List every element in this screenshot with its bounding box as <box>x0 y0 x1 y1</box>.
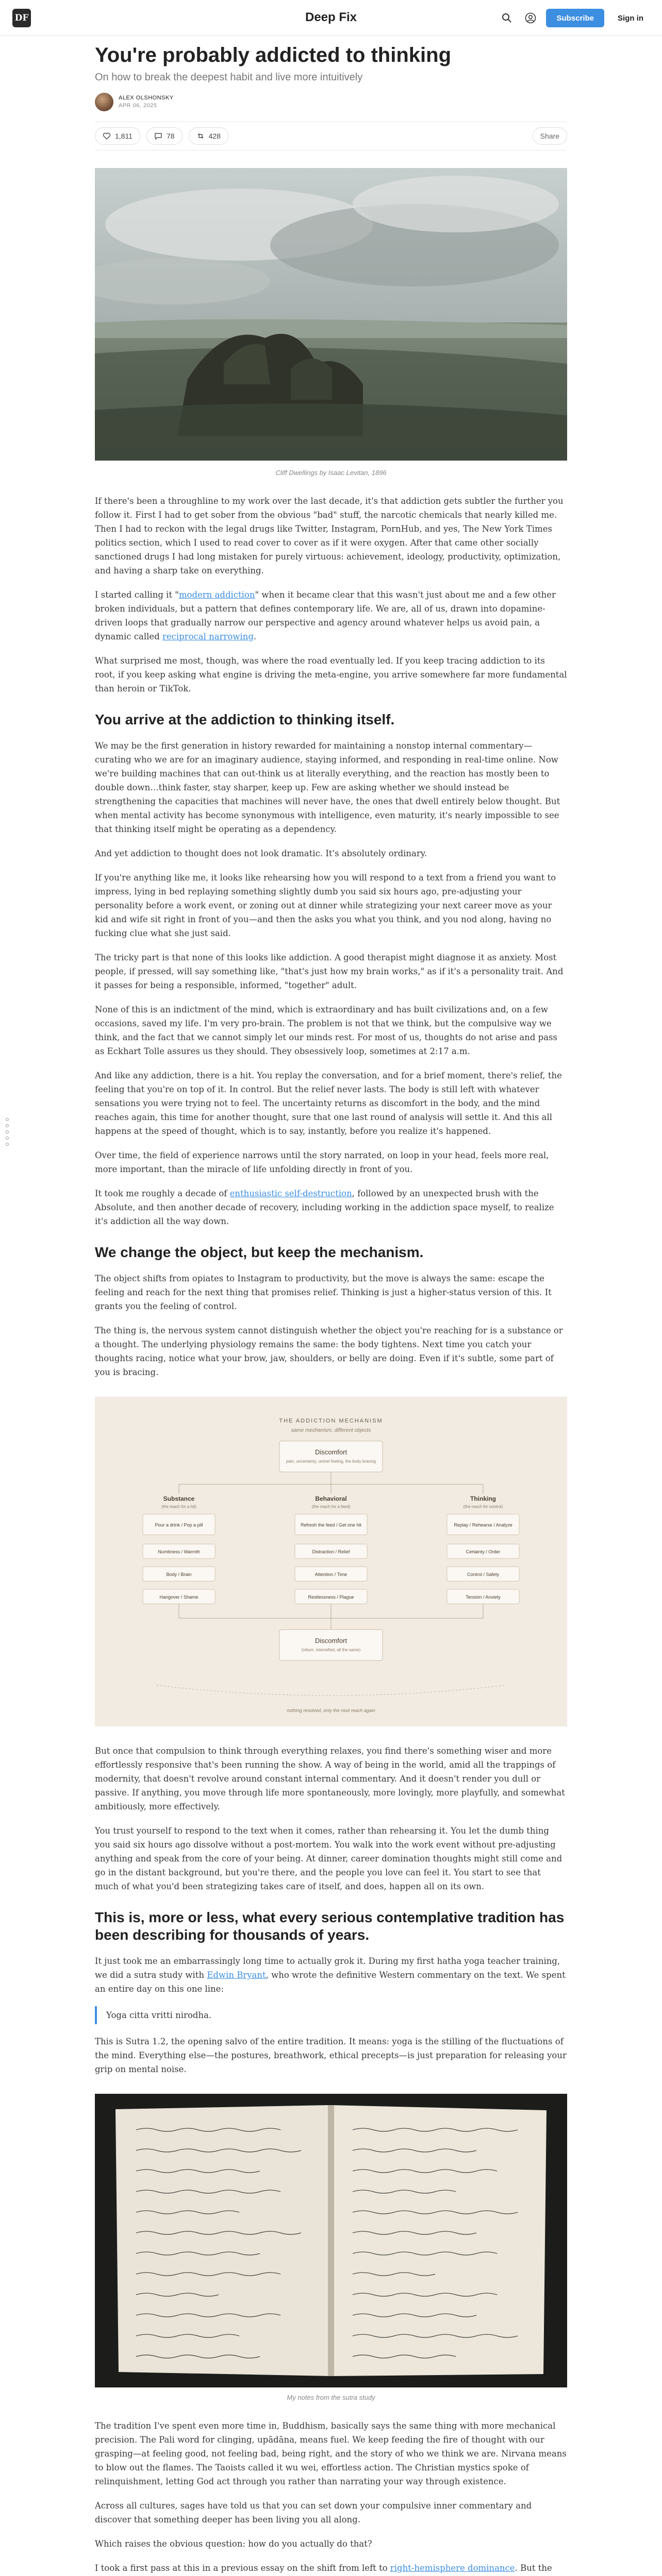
paragraph: The thing is, the nervous system cannot distinguish whether the object you're reaching for is a substance or a thought. The underlying physiology remains the same: the body tightens. Next time you catch your thoughts racing, notice what your brow, jaw, shoulders, or belly are doing. Even if it's subtle, some part of you is bracing. <box>95 1326 563 1377</box>
publish-date: APR 06, 2025 <box>119 103 157 109</box>
addiction-mechanism-diagram[interactable] <box>95 1397 567 1726</box>
paragraph: The object shifts from opiates to Instagram to productivity, but the move is always the same: escape the feeling and reach for the next thing that promises relief. Thinking is just a higher-status version of this. It grants you the feeling of control. <box>95 1274 552 1311</box>
top-actions <box>499 9 650 27</box>
section-heading: We change the object, but keep the mechanism. <box>95 1244 424 1260</box>
like-count: 1,811 <box>115 132 133 140</box>
svg-text:Control / Safety: Control / Safety <box>467 1572 500 1577</box>
paragraph: It just took me an embarrassingly long time to actually grok it. During my first hatha yoga teacher training, we did a sutra study with Edwin Bryant, who wrote the definitive Western commentary on the text. We spent an entire day on this one line: <box>95 1956 566 1994</box>
svg-text:Certainty / Order: Certainty / Order <box>466 1549 501 1554</box>
diagram-subtitle: same mechanism, different objects <box>291 1428 371 1433</box>
paragraph: And yet addiction to thought does not look dramatic. It's absolutely ordinary. <box>95 849 427 858</box>
user-account-icon[interactable] <box>522 9 539 27</box>
dot-icon <box>6 1137 9 1140</box>
dot-icon <box>6 1130 9 1133</box>
byline <box>95 93 567 111</box>
paragraph: What surprised me most, though, was where the road eventually led. If you keep tracing addiction to its root, if you keep asking what engine is driving the meta-engine, you arrive somewhere far more fundamental than heroin or TikTok. <box>95 656 567 693</box>
column-thinking <box>447 1495 519 1604</box>
paragraph: And like any addiction, there is a hit. You replay the conversation, and for a brief moment, there's relief, the feeling that you're on top of it. In control. But the relief never lasts. The body is still left with whatever sensations you were trying not to feel. The uncertainty returns as discomfort in the body, and the mind reaches again, this time for another thought, sure that one last round of analysis will settle it. And this all happens at the speed of thought, which is to say, instantly, before you realize it's happened. <box>95 1071 562 1136</box>
author-name[interactable]: ALEX OLSHONSKY <box>119 95 174 101</box>
comment-count: 78 <box>167 132 175 140</box>
top-navigation-bar <box>0 0 662 36</box>
svg-text:Tension / Anxiety: Tension / Anxiety <box>466 1595 501 1600</box>
notebook-figure <box>95 2094 567 2401</box>
modern-addiction-link[interactable]: modern addiction <box>178 590 255 600</box>
svg-text:(the reach for a hit): (the reach for a hit) <box>161 1504 196 1509</box>
paragraph: You trust yourself to respond to the text when it comes, rather than rehearsing it. You let the dumb thing you said six hours ago dissolve without a post-mortem. You walk into the work event without pre-adjusting anything and speak from the core of your being. At dinner, career domination thoughts might still come and go in the distant background, but you're there, and the people you love can feel it. You start to see that much of what you'd been strategizing takes care of itself, and does, happen all on its own. <box>95 1826 562 1891</box>
paragraph: We may be the first generation in history rewarded for maintaining a nonstop internal commentary—curating who we are for an imaginary audience, staying informed, and responding in real-time online. Now we're building machines that can out-think us at literally everything, and the reaction has mostly been to double down…think faster, stay sharper, keep up. Few are asking whether we should instead be strengthening the capacities that machines will never have, the ones that dwell entirely below thought. But when mental activity has become synonymous with intelligence, even maturity, it's nearly impossible to see that thinking itself might be operating as a dependency. <box>95 741 560 834</box>
right-hemisphere-link[interactable]: right-hemisphere dominance <box>390 2563 515 2573</box>
restack-icon <box>196 132 205 140</box>
comment-button[interactable] <box>146 127 183 145</box>
column-behavioral <box>295 1495 367 1604</box>
diagram-title: THE ADDICTION MECHANISM <box>279 1418 383 1424</box>
svg-text:Replay / Rehearse / Analyze: Replay / Rehearse / Analyze <box>454 1522 512 1528</box>
svg-text:Pour a drink / Pop a pill: Pour a drink / Pop a pill <box>155 1522 203 1528</box>
svg-text:(the reach for control): (the reach for control) <box>463 1504 503 1509</box>
notebook-caption: My notes from the sutra study <box>287 2394 375 2401</box>
edwin-bryant-link[interactable]: Edwin Bryant <box>207 1970 266 1980</box>
svg-text:Hangover / Shame: Hangover / Shame <box>159 1595 198 1600</box>
bottom-box-label: Discomfort <box>315 1637 347 1645</box>
paragraph: The tradition I've spent even more time in, Buddhism, basically says the same thing with more mechanical precision. The Pali word for clinging, upādāna, means fuel. We keep feeding the fire of thought with our grasping—at feeling good, not feeling bad, being right, and the story of who we think we are. Nirvana means to blow out the flames. The Taoists called it wu wei, effortless action. The Christian mystics spoke of relinquishment, letting God act through you rather than narrating your way through existence. <box>95 2421 567 2486</box>
svg-text:Attention / Time: Attention / Time <box>315 1572 347 1577</box>
dot-icon <box>6 1124 9 1127</box>
hero-caption: Cliff Dwellings by Isaac Levitan, 1896 <box>275 469 387 477</box>
bottom-discomfort-box <box>279 1630 383 1660</box>
notebook-photo[interactable] <box>95 2094 567 2387</box>
svg-text:Restlessness / Plague: Restlessness / Plague <box>308 1595 354 1600</box>
paragraph: It took me roughly a decade of enthusiastic self-destruction, followed by an unexpected brush with the Absolute, and then another decade of recovery, including working in the addiction space myself, to realize it's addiction all the way down. <box>95 1189 554 1226</box>
diagram-footer: nothing resolved, only the next reach again <box>287 1708 375 1713</box>
subscribe-button[interactable]: Subscribe <box>546 9 604 27</box>
paragraph: I started calling it "modern addiction" when it became clear that this wasn't just about me and a few other broken individuals, but a pattern that defines contemporary life. We are, all of us, drawn into dopamine-driven loops that gradually narrow our perspective and agency around whatever helps us avoid pain, a dynamic called reciprocal narrowing. <box>95 590 556 641</box>
bottom-box-sub: (return, intensified, all the same) <box>301 1648 361 1652</box>
publication-logo[interactable]: DF <box>12 9 31 27</box>
post-actions-bar <box>95 122 567 150</box>
paragraph: None of this is an indictment of the mind, which is extraordinary and has built civilizations and, on a few occasions, saved my life. I'm very pro-brain. The problem is not that we think, but the compulsive way we think, and the fact that we cannot simply let our minds rest. For most of us, thoughts do not arise and pass as Eckhart Tolle assures us they should. They obsessively loop, sometimes at 2:17 a.m. <box>95 1005 557 1056</box>
heart-icon <box>103 132 111 140</box>
side-share-rail[interactable] <box>3 1118 11 1146</box>
top-box-label: Discomfort <box>315 1448 347 1456</box>
svg-text:Distraction / Relief: Distraction / Relief <box>312 1549 350 1554</box>
svg-text:Behavioral: Behavioral <box>315 1495 347 1502</box>
hero-figure <box>95 168 567 477</box>
top-box-sub: pain, uncertainty, unmet feeling, the body bracing <box>286 1459 376 1464</box>
reciprocal-narrowing-link[interactable]: reciprocal narrowing <box>162 632 254 641</box>
search-icon[interactable] <box>499 9 515 27</box>
column-substance <box>143 1495 215 1604</box>
paragraph: Which raises the obvious question: how do you actually do that? <box>95 2539 372 2549</box>
comment-icon <box>154 132 162 140</box>
share-button[interactable]: Share <box>533 127 567 145</box>
publication-name[interactable]: Deep Fix <box>305 10 357 24</box>
dot-icon <box>6 1118 9 1121</box>
article-subtitle: On how to break the deepest habit and live more intuitively <box>95 72 363 83</box>
section-heading: This is, more or less, what every serious contemplative tradition has been describing for thousands of years. <box>95 1909 565 1943</box>
svg-text:Substance: Substance <box>163 1495 195 1502</box>
svg-text:Refresh the feed / Get one hit: Refresh the feed / Get one hit <box>300 1522 362 1528</box>
section-heading: You arrive at the addiction to thinking itself. <box>95 711 395 727</box>
paragraph: If you're anything like me, it looks like rehearsing how you will respond to a text from a friend you want to impress, lying in bed replaying something slightly dumb you said six hours ago, pre-adjusting your personality before a work event, or zoning out at dinner while strategizing your next career move as your kid and wife sit right in front of you—and then the asks you what you think, and you nod along, having no fucking clue what she just said. <box>95 873 556 938</box>
svg-text:Body / Brain: Body / Brain <box>166 1572 192 1577</box>
restack-button[interactable] <box>189 127 228 145</box>
author-avatar[interactable] <box>95 93 113 111</box>
svg-text:(the reach for a feed): (the reach for a feed) <box>311 1504 351 1509</box>
hero-painting[interactable] <box>95 168 567 463</box>
sign-in-button[interactable]: Sign in <box>618 13 643 23</box>
paragraph: Across all cultures, sages have told us that you can set down your compulsive inner commentary and discover that something deeper has been living you all along. <box>95 2501 532 2524</box>
like-button[interactable] <box>95 127 140 145</box>
paragraph: But once that compulsion to think through everything relaxes, you find there's something wiser and more effortlessly responsive that's been running the show. A way of being in the world, amid all the trappings of modernity, that doesn't revolve around constant internal commentary. And it doesn't render you dull or passive. If anything, you move through life more spontaneously, more lovingly, more playfully, and somewhat ambitiously, more effectively. <box>95 1746 565 1811</box>
svg-text:Numbness / Warmth: Numbness / Warmth <box>158 1549 200 1554</box>
self-destruction-link[interactable]: enthusiastic self-destruction <box>229 1189 352 1198</box>
article <box>95 36 567 2576</box>
svg-text:Thinking: Thinking <box>470 1495 496 1502</box>
paragraph: This is Sutra 1.2, the opening salvo of the entire tradition. It means: yoga is the stilling of the fluctuations of the mind. Everything else—the postures, breathwork, ethical precepts—is just preparation for releasing your grip on mental noise. <box>95 2037 567 2074</box>
top-discomfort-box <box>279 1441 383 1472</box>
restack-count: 428 <box>208 132 221 140</box>
paragraph: Over time, the field of experience narrows until the story narrated, on loop in your head, feels more real, more important, than the miracle of life unfolding directly in front of you. <box>95 1150 549 1174</box>
article-title: You're probably addicted to thinking <box>95 44 452 66</box>
dot-icon <box>6 1143 9 1146</box>
paragraph: If there's been a throughline to my work over the last decade, it's that addiction gets subtler the further you follow it. First I had to get sober from the obvious "bad" stuff, the narcotic chemicals that nearly killed me. Then I had to reckon with the legal drugs like Twitter, Instagram, PornHub, and yes, The New York Times politics section, which I used to read cover to cover as if it were oxygen. After that came other socially sanctioned drugs I had long mistaken for purely virtuous: achievement, ideology, productivity, optimization, and having a sharp take on everything. <box>95 496 564 575</box>
paragraph: The tricky part is that none of this looks like addiction. A good therapist might diagnose it as anxiety. Most people, if pressed, will say something like, "that's just how my brain works," as if it's a personality trait. And it passes for being a responsible, informed, "together" adult. <box>95 953 564 990</box>
paragraph: I took a first pass at this in a previous essay on the shift from left to right-hemisphere dominance. But the <box>95 2563 552 2573</box>
sutra-quote: Yoga citta vritti nirodha. <box>95 2006 567 2024</box>
